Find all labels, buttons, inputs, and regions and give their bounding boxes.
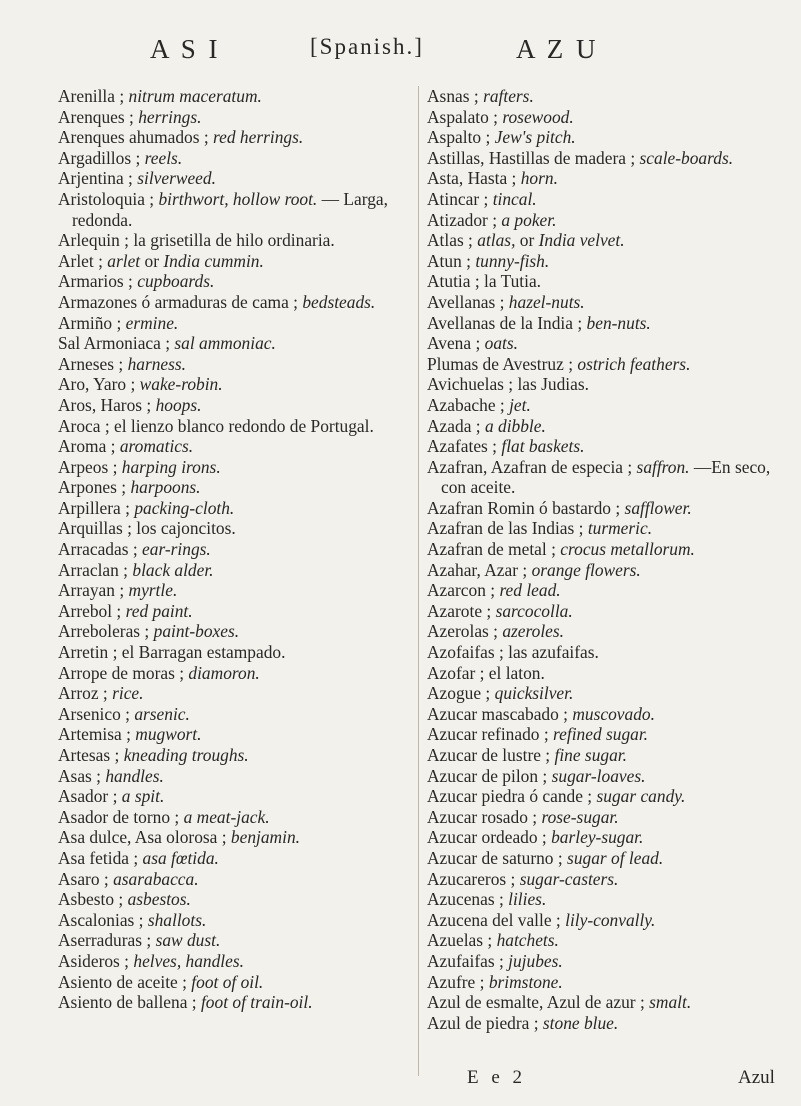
spanish-term: Arrope de moras ; <box>58 662 185 683</box>
spanish-term: Asador ; <box>58 786 118 807</box>
english-translation: red lead. <box>499 580 561 601</box>
dictionary-entry <box>58 992 410 1013</box>
dictionary-entry <box>427 189 785 210</box>
spanish-term: Aspalato ; <box>427 106 498 127</box>
english-translation: kneading troughs. <box>123 745 249 765</box>
spanish-term: Asnas ; <box>427 86 479 106</box>
english-translation: jujubes. <box>508 950 563 971</box>
spanish-term: Azabache ; <box>427 394 505 415</box>
dictionary-entry <box>427 292 785 313</box>
dictionary-entry <box>427 374 785 395</box>
spanish-term: Asador de torno ; <box>58 806 180 827</box>
dictionary-entry <box>427 251 785 272</box>
english-translation: flat baskets. <box>501 436 585 457</box>
spanish-term: Azucar piedra ó cande ; <box>427 786 593 807</box>
english-translation: foot of train-oil. <box>200 992 313 1013</box>
dictionary-entry <box>58 683 410 704</box>
english-translation: hoops. <box>155 394 202 415</box>
english-translation: sugar of lead. <box>567 847 664 868</box>
dictionary-entry <box>58 869 410 890</box>
english-translation: quicksilver. <box>494 683 574 704</box>
dictionary-entry <box>58 436 410 457</box>
spanish-term: Arrebol ; <box>58 600 122 621</box>
spanish-term: Aristoloquia ; <box>58 188 155 209</box>
dictionary-entry <box>427 580 785 601</box>
spanish-term: Atlas ; <box>427 230 473 251</box>
dictionary-entry <box>427 786 785 807</box>
spanish-term: Asiento de ballena ; <box>58 992 197 1013</box>
dictionary-entry <box>58 663 410 684</box>
spanish-term: Azucar refinado ; <box>427 724 549 745</box>
spanish-term: Aros, Haros ; <box>58 394 152 415</box>
spanish-term: Azucar ordeado ; <box>427 827 547 848</box>
spanish-term: Azucar mascabado ; <box>427 703 568 724</box>
english-translation: tincal. <box>492 188 537 209</box>
spanish-term: Armarios ; <box>58 271 133 292</box>
english-translation: shallots. <box>147 909 207 930</box>
spanish-term: Avellanas de la India ; <box>427 312 583 333</box>
dictionary-entry <box>58 498 410 519</box>
dictionary-entry <box>427 333 785 354</box>
english-translation: refined sugar. <box>553 724 649 745</box>
spanish-term: Avichuelas ; las Judias. <box>427 374 589 395</box>
english-translation: sugar candy. <box>596 786 686 807</box>
spanish-term: Arreboleras ; <box>58 621 150 642</box>
spanish-term: Aroca ; el lienzo blanco redondo de Portugal. <box>58 415 374 436</box>
spanish-term: Azarote ; <box>427 600 492 621</box>
spanish-term: Azahar, Azar ; <box>427 559 528 580</box>
dictionary-entry <box>58 251 410 272</box>
catchword: Azul <box>738 1067 775 1088</box>
spanish-term: Azufaifas ; <box>427 950 504 971</box>
dictionary-entry <box>58 86 410 107</box>
dictionary-entry <box>58 292 410 313</box>
dictionary-entry <box>58 477 410 498</box>
spanish-term: Arpillera ; <box>58 497 130 518</box>
header-right-guideword: A Z U <box>516 34 599 64</box>
spanish-term: Asas ; <box>58 765 101 786</box>
spanish-term: Ascalonias ; <box>58 909 144 930</box>
left-column <box>58 86 410 1013</box>
english-translation: ermine. <box>125 312 179 333</box>
english-translation: red herrings. <box>213 127 304 148</box>
english-translation: mugwort. <box>135 724 202 745</box>
english-translation: oats. <box>484 333 518 354</box>
english-translation: ostrich feathers. <box>577 353 691 374</box>
spanish-term: Asbesto ; <box>58 889 124 910</box>
spanish-term: Azafran Romin ó bastardo ; <box>427 497 621 518</box>
entry-note: —En seco, con aceite. <box>441 456 771 498</box>
spanish-term: Arpones ; <box>58 477 127 498</box>
dictionary-entry <box>427 457 785 498</box>
dictionary-entry <box>427 313 785 334</box>
spanish-term: Arjentina ; <box>58 168 133 189</box>
dictionary-entry <box>427 621 785 642</box>
spanish-term: Atutia ; la Tutia. <box>427 271 542 292</box>
english-translation: rafters. <box>483 86 534 106</box>
dictionary-entry <box>58 457 410 478</box>
spanish-term: Artemisa ; <box>58 724 131 745</box>
spanish-term: Arneses ; <box>58 353 124 374</box>
dictionary-entry <box>427 539 785 560</box>
dictionary-entry <box>58 395 410 416</box>
english-translation: handles. <box>105 765 164 786</box>
dictionary-entry <box>58 827 410 848</box>
entry-note: or <box>144 250 159 271</box>
english-translation: harpoons. <box>130 477 201 498</box>
dictionary-entry <box>58 189 410 230</box>
dictionary-entry <box>58 333 410 354</box>
spanish-term: Arretin ; el Barragan estampado. <box>58 642 286 663</box>
spanish-term: Avellanas ; <box>427 291 505 312</box>
spanish-term: Azafran de las Indias ; <box>427 518 584 539</box>
spanish-term: Azucenas ; <box>427 889 504 910</box>
english-translation: red paint. <box>125 600 193 621</box>
dictionary-entry <box>58 724 410 745</box>
dictionary-entry <box>427 724 785 745</box>
dictionary-entry <box>427 354 785 375</box>
spanish-term: Azada ; <box>427 415 481 436</box>
english-translation: a poker. <box>501 209 557 230</box>
english-translation: azeroles. <box>502 621 565 642</box>
dictionary-entry <box>58 642 410 663</box>
english-translation: hazel-nuts. <box>508 291 585 312</box>
spanish-term: Aro, Yaro ; <box>58 374 136 395</box>
dictionary-entry <box>58 168 410 189</box>
english-translation: jet. <box>509 394 531 415</box>
spanish-term: Azucar rosado ; <box>427 806 538 827</box>
spanish-term: Arrayan ; <box>58 580 125 601</box>
english-translation: myrtle. <box>128 580 178 601</box>
english-translation: turmeric. <box>587 518 653 539</box>
english-translation: Jew's pitch. <box>494 127 576 148</box>
dictionary-entry <box>58 539 410 560</box>
english-translation: lily-convally. <box>565 909 656 930</box>
dictionary-entry <box>58 313 410 334</box>
english-translation: stone blue. <box>542 1012 619 1033</box>
spanish-term: Atun ; <box>427 250 471 271</box>
english-translation: rosewood. <box>502 106 574 127</box>
dictionary-entry <box>427 663 785 684</box>
spanish-term: Atincar ; <box>427 188 489 209</box>
english-translation: sal ammoniac. <box>174 333 276 354</box>
dictionary-entry <box>58 416 410 437</box>
spanish-term: Azucareros ; <box>427 868 516 889</box>
spanish-term: Arlet ; <box>58 250 103 271</box>
english-translation: nitrum maceratum. <box>128 86 262 106</box>
english-translation: asbestos. <box>127 889 191 910</box>
dictionary-entry <box>427 416 785 437</box>
english-translation: ear-rings. <box>142 539 211 560</box>
header-language-label: [Spanish.] <box>310 34 424 59</box>
english-translation: scale-boards. <box>639 147 734 168</box>
english-translation: packing-cloth. <box>134 497 235 518</box>
english-translation: herrings. <box>138 106 202 127</box>
dictionary-entry <box>58 601 410 622</box>
spanish-term: Plumas de Avestruz ; <box>427 353 574 374</box>
spanish-term: Sal Armoniaca ; <box>58 333 171 354</box>
dictionary-entry <box>58 621 410 642</box>
english-translation: sugar-loaves. <box>551 765 646 786</box>
spanish-term: Arracadas ; <box>58 539 138 560</box>
spanish-term: Astillas, Hastillas de madera ; <box>427 147 636 168</box>
spanish-term: Arpeos ; <box>58 456 118 477</box>
dictionary-entry <box>58 951 410 972</box>
english-translation: saw dust. <box>155 930 221 951</box>
spanish-term: Azul de esmalte, Azul de azur ; <box>427 992 645 1013</box>
english-translation: wake-robin. <box>139 374 223 395</box>
column-divider <box>418 86 419 1076</box>
english-translation: sarcocolla. <box>495 600 573 621</box>
dictionary-entry <box>58 230 410 251</box>
dictionary-entry <box>427 210 785 231</box>
english-translation: reels. <box>144 147 183 168</box>
entry-note: or <box>519 230 535 251</box>
dictionary-entry <box>58 704 410 725</box>
dictionary-entry <box>58 127 410 148</box>
dictionary-entry <box>427 601 785 622</box>
dictionary-entry <box>427 436 785 457</box>
dictionary-entry <box>427 745 785 766</box>
dictionary-entry <box>58 560 410 581</box>
dictionary-entry <box>427 560 785 581</box>
spanish-term: Azarcon ; <box>427 580 496 601</box>
spanish-term: Arenques ; <box>58 106 134 127</box>
dictionary-entry <box>427 807 785 828</box>
dictionary-entry <box>427 992 785 1013</box>
spanish-term: Arroz ; <box>58 683 108 704</box>
dictionary-entry <box>427 827 785 848</box>
english-translation: a meat-jack. <box>183 806 270 827</box>
english-translation: bedsteads. <box>302 291 376 312</box>
header-left-guideword: A S I <box>150 34 221 64</box>
dictionary-entry <box>427 271 785 292</box>
dictionary-entry <box>58 848 410 869</box>
english-translation: a spit. <box>121 786 165 807</box>
dictionary-entry <box>427 127 785 148</box>
spanish-term: Armazones ó armaduras de cama ; <box>58 291 298 312</box>
spanish-term: Asa dulce, Asa olorosa ; <box>58 827 227 848</box>
spanish-term: Asaro ; <box>58 868 109 889</box>
dictionary-entry <box>58 972 410 993</box>
english-translation: cupboards. <box>137 271 215 292</box>
english-translation: crocus metallorum. <box>560 539 695 560</box>
spanish-term: Azul de piedra ; <box>427 1012 539 1033</box>
english-translation: tunny-fish. <box>475 250 550 271</box>
english-translation-alt: India cummin. <box>163 250 264 271</box>
english-translation: a dibble. <box>484 415 546 436</box>
english-translation: black alder. <box>132 559 214 580</box>
english-translation: saffron. <box>636 456 690 477</box>
spanish-term: Azogue ; <box>427 683 491 704</box>
spanish-term: Aroma ; <box>58 436 116 457</box>
english-translation: horn. <box>520 168 558 189</box>
dictionary-entry <box>427 168 785 189</box>
spanish-term: Arenilla ; <box>58 86 125 106</box>
dictionary-entry <box>58 354 410 375</box>
spanish-term: Arquillas ; los cajoncitos. <box>58 518 236 539</box>
dictionary-entry <box>58 148 410 169</box>
spanish-term: Azofar ; el laton. <box>427 662 545 683</box>
dictionary-entry <box>427 642 785 663</box>
english-translation: hatchets. <box>496 930 559 951</box>
dictionary-entry <box>58 910 410 931</box>
spanish-term: Armiño ; <box>58 312 122 333</box>
dictionary-entry <box>427 395 785 416</box>
spanish-term: Arlequin ; la grisetilla de hilo ordinaria. <box>58 230 335 251</box>
spanish-term: Azafates ; <box>427 436 498 457</box>
spanish-term: Azucar de pilon ; <box>427 765 548 786</box>
spanish-term: Asa fetida ; <box>58 847 139 868</box>
english-translation: benjamin. <box>230 827 300 848</box>
english-translation: lilies. <box>508 889 547 910</box>
dictionary-entry <box>427 972 785 993</box>
dictionary-entry <box>58 271 410 292</box>
english-translation: birthwort, hollow root. <box>158 188 318 209</box>
spanish-term: Azerolas ; <box>427 621 498 642</box>
spanish-term: Asideros ; <box>58 950 130 971</box>
dictionary-entry <box>427 869 785 890</box>
english-translation: fine sugar. <box>554 745 627 765</box>
spanish-term: Avena ; <box>427 333 481 354</box>
entry-note: — Larga, redonda. <box>72 188 388 230</box>
spanish-term: Azafran, Azafran de especia ; <box>427 456 633 477</box>
spanish-term: Arraclan ; <box>58 559 129 580</box>
spanish-term: Azucar de saturno ; <box>427 847 563 868</box>
dictionary-entry <box>427 86 785 107</box>
dictionary-entry <box>58 374 410 395</box>
english-translation: ben-nuts. <box>586 312 651 333</box>
english-translation: harness. <box>127 353 187 374</box>
dictionary-entry <box>58 745 410 766</box>
english-translation: harping irons. <box>121 456 221 477</box>
english-translation: asa fœtida. <box>142 847 219 868</box>
dictionary-entry <box>427 930 785 951</box>
english-translation: orange flowers. <box>531 559 641 580</box>
spanish-term: Arsenico ; <box>58 703 130 724</box>
dictionary-entry <box>427 951 785 972</box>
english-translation: sugar-casters. <box>519 868 619 889</box>
spanish-term: Azofaifas ; las azufaifas. <box>427 642 599 663</box>
dictionary-entry <box>427 848 785 869</box>
spanish-term: Atizador ; <box>427 209 498 230</box>
spanish-term: Aspalto ; <box>427 127 491 148</box>
english-translation: aromatics. <box>119 436 194 457</box>
spanish-term: Azufre ; <box>427 971 485 992</box>
signature-mark: E e 2 <box>467 1067 527 1088</box>
spanish-term: Azuelas ; <box>427 930 493 951</box>
dictionary-entry <box>58 930 410 951</box>
dictionary-entry <box>427 1013 785 1034</box>
spanish-term: Argadillos ; <box>58 147 141 168</box>
dictionary-entry <box>58 889 410 910</box>
spanish-term: Asta, Hasta ; <box>427 168 517 189</box>
english-translation: helves, handles. <box>133 950 244 971</box>
dictionary-entry <box>58 107 410 128</box>
dictionary-entry <box>427 107 785 128</box>
english-translation: paint-boxes. <box>153 621 240 642</box>
dictionary-entry <box>427 148 785 169</box>
dictionary-entry <box>427 683 785 704</box>
running-header <box>0 34 801 74</box>
dictionary-entry <box>427 766 785 787</box>
english-translation: diamoron. <box>188 662 260 683</box>
english-translation: rice. <box>112 683 144 704</box>
dictionary-entry <box>58 766 410 787</box>
spanish-term: Azucena del valle ; <box>427 909 561 930</box>
spanish-term: Artesas ; <box>58 745 120 765</box>
english-translation: foot of oil. <box>191 971 264 992</box>
dictionary-entry <box>58 518 410 539</box>
dictionary-entry <box>427 704 785 725</box>
dictionary-entry <box>427 498 785 519</box>
english-translation: silverweed. <box>137 168 216 189</box>
english-translation: muscovado. <box>572 703 655 724</box>
dictionary-entry <box>427 889 785 910</box>
spanish-term: Asiento de aceite ; <box>58 971 187 992</box>
dictionary-entry <box>58 807 410 828</box>
spanish-term: Arenques ahumados ; <box>58 127 209 148</box>
english-translation: rose-sugar. <box>541 806 619 827</box>
dictionary-entry <box>58 786 410 807</box>
english-translation: arlet <box>107 250 141 271</box>
dictionary-entry <box>58 580 410 601</box>
english-translation: smalt. <box>649 992 692 1013</box>
right-column <box>427 86 785 1033</box>
english-translation: barley-sugar. <box>551 827 644 848</box>
english-translation-alt: India velvet. <box>538 230 625 251</box>
english-translation: asarabacca. <box>113 868 199 889</box>
spanish-term: Aserraduras ; <box>58 930 152 951</box>
english-translation: safflower. <box>624 497 692 518</box>
spanish-term: Azucar de lustre ; <box>427 745 551 765</box>
dictionary-entry <box>427 518 785 539</box>
english-translation: atlas, <box>477 230 516 251</box>
english-translation: arsenic. <box>134 703 190 724</box>
dictionary-entry <box>427 230 785 251</box>
english-translation: brimstone. <box>488 971 563 992</box>
spanish-term: Azafran de metal ; <box>427 539 556 560</box>
dictionary-entry <box>427 910 785 931</box>
